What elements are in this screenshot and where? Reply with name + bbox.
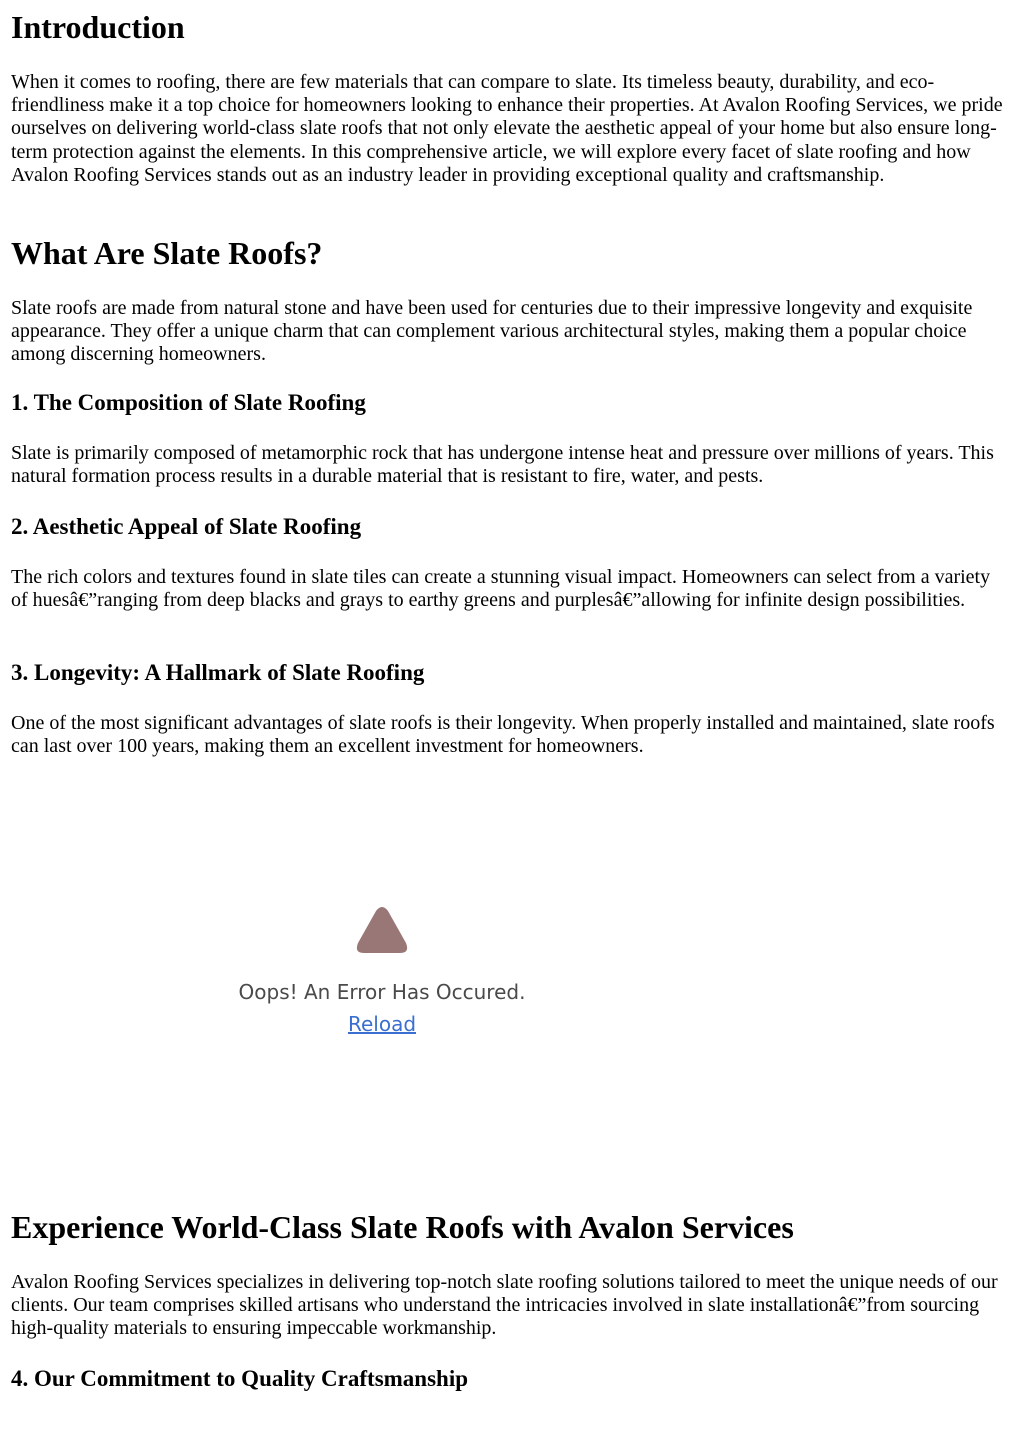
aesthetic-paragraph: The rich colors and textures found in slate tiles can create a stunning visual impact. Homeowners can select from a variety of huesâ€”ranging from deep blacks and grays to earthy greens and purplesâ€”allowing for infinite design possibilities. (11, 566, 991, 612)
reload-link[interactable]: Reload (347, 1012, 417, 1036)
intro-heading: Introduction (11, 9, 185, 45)
aesthetic-heading: 2. Aesthetic Appeal of Slate Roofing (11, 514, 362, 539)
what-are-paragraph: Slate roofs are made from natural stone and have been used for centuries due to their impressive longevity and exquisite appearance. They offer a unique charm that can complement various architectural styles, making them a popular choice among discerning homeowners. (11, 297, 973, 366)
longevity-paragraph: One of the most significant advantages of slate roofs is their longevity. When properly installed and maintained, slate roofs can last over 100 years, making them an excellent investment for homeowners. (11, 712, 995, 758)
longevity-heading: 3. Longevity: A Hallmark of Slate Roofing (11, 660, 425, 685)
intro-paragraph: When it comes to roofing, there are few materials that can compare to slate. Its timeless beauty, durability, and eco-friendliness make it a top choice for homeowners looking to enhance their properties. At Avalon Roofing Services, we pride ourselves on delivering world-class slate roofs that not only elevate the aesthetic appeal of your home but also ensure long-term protection against the elements. In this comprehensive article, we will explore every facet of slate roofing and how Avalon Roofing Services stands out as an industry leader in providing exceptional quality and craftsmanship. (11, 71, 1003, 186)
what-are-heading: What Are Slate Roofs? (11, 235, 323, 271)
composition-heading: 1. The Composition of Slate Roofing (11, 390, 366, 415)
experience-heading: Experience World-Class Slate Roofs with Avalon Services (11, 1209, 794, 1245)
composition-paragraph: Slate is primarily composed of metamorphic rock that has undergone intense heat and pressure over millions of years. This natural formation process results in a durable material that is resistant to fire, water, and pests. (11, 442, 994, 488)
embed-error-panel (211, 905, 553, 1037)
error-message: Oops! An Error Has Occured. (238, 980, 526, 1004)
experience-paragraph: Avalon Roofing Services specializes in delivering top-notch slate roofing solutions tailored to meet the unique needs of our clients. Our team comprises skilled artisans who understand the intricacies involved in slate installationâ€”from sourcing high-quality materials to ensuring impeccable workmanship. (11, 1271, 998, 1340)
warning-triangle-icon (354, 905, 410, 957)
commitment-heading: 4. Our Commitment to Quality Craftsmanship (11, 1366, 469, 1391)
